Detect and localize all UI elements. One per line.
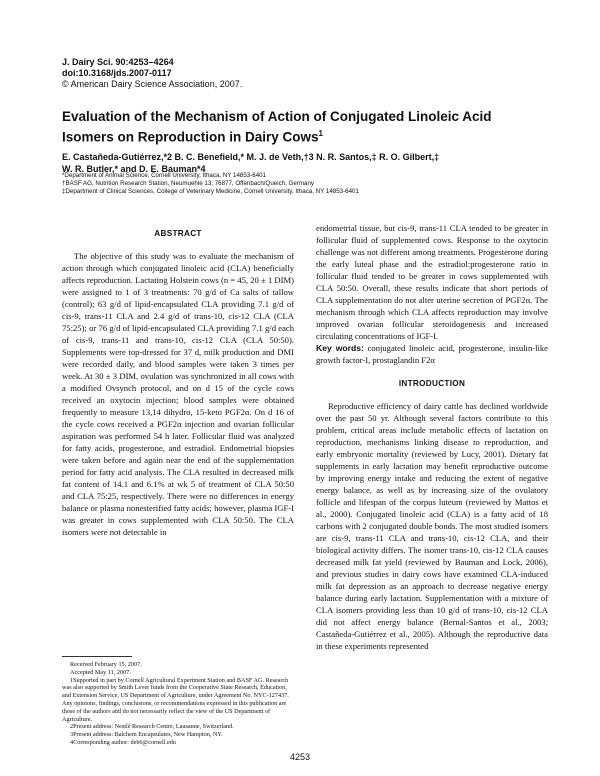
keywords (316, 342, 548, 366)
footnote-address-2: 2Present address: Nestlé Research Centre, Lausanne, Switzerland. (70, 723, 234, 731)
journal-citation: J. Dairy Sci. 90:4253–4264 (62, 57, 174, 67)
abstract-text-right: endometrial tissue, but cis-9, trans-11 CLA tended to be greater in follicular fluid of supplemented cows. Response to the oxytocin challenge was not different among treatments. Progesterone during the early luteal phase and the estradiol:progesterone ratio in follicular fluid tended to be greater in cows supplemented with CLA 50:50. Overall, these results indicate that short periods of CLA supplementation do not alter uterine secretion of PGF2α. The mechanism through which CLA affects reproduction may involve improved ovarian follicular steroidogenesis and increased circulating concentrations of IGF-I. (316, 223, 548, 341)
footnote-support: 1Supported in part by Cornell Agricultural Experiment Station and BASF AG. Research was also supported by Smith Lever funds from the Cooperative State Research, Education, and Extension Service, US Department of Agriculture, under Agreement No. NYC-127437. Any opinions, findings, conclusions, or recommendations expressed in this publication are those of the authors and do not necessarily reflect the view of the US Department of Agriculture. (62, 676, 289, 723)
journal-doi: doi:10.3168/jds.2007-0117 (62, 68, 172, 78)
page-number: 4253 (289, 752, 311, 762)
article-title (62, 108, 542, 146)
author-line-1: E. Castañeda-Gutiérrez,*2 B. C. Benefield,* M. J. de Veth,†3 N. R. Santos,‡ R. O. Gilbert,‡ (62, 152, 440, 162)
introduction-text: Reproductive efficiency of dairy cattle has declined worldwide over the past 50 yr. Although several factors contribute to this problem, critical areas include metabolic effects of lactation on reproduction, mechanisms linking disease to reproduction, and early embryonic mortality (reviewed by Lucy, 2001). Dietary fat supplements in early lactation may benefit reproductive outcome by improving energy intake and reducing the extent of negative energy balance, as well as by increasing size of the ovulatory follicle and lifespan of the corpus luteum (reviewed by Mattos et al., 2000). Conjugated linoleic acid (CLA) is a fatty acid of 18 carbons with 2 conjugated double bonds. The most studied isomers are cis-9, trans-11 CLA and trans-10, cis-12 CLA, and their biological activity differs. The isomer trans-10, cis-12 CLA causes decreased milk fat yield (reviewed by Bauman and Lock, 2006), and previous studies in dairy cows have examined CLA-induced milk fat depression as an approach to decrease negative energy balance during early lactation. Supplementation with a mixture of CLA isomers providing less than 10 g/d of trans-10, cis-12 CLA did not affect energy balance (Bernal-Santos et al., 2003; Castañeda-Gutiérrez et al., 2005). Although the reproductive data in these experiments represented (316, 401, 548, 651)
keywords-text: conjugated linoleic acid, progesterone, insulin-like growth factor-I, prostaglandin F2α (316, 343, 548, 365)
journal-copyright: © American Dairy Science Association, 2007. (62, 79, 243, 89)
footnote-rule (62, 656, 132, 657)
affiliations (62, 172, 542, 197)
footnote-accepted: Accepted May 11, 2007. (70, 668, 131, 676)
left-column (62, 222, 294, 538)
affiliation-3: ‡Department of Clinical Sciences, College of Veterinary Medicine, Cornell University, Ithaca, NY 14853-6401 (62, 188, 359, 196)
title-footnote-marker: 1 (318, 129, 323, 138)
abstract-heading: ABSTRACT (154, 229, 202, 238)
author-line-2: W. R. Butler,* and D. E. Bauman*4 (62, 164, 206, 174)
affiliation-1: *Department of Animal Science, Cornell University, Ithaca, NY 14853-6401 (62, 172, 267, 179)
right-column (316, 222, 548, 652)
affiliation-2: †BASF AG, Nutrition Research Station, Neumuehle 13, 76877, Offenbach/Queich, Germany (62, 180, 314, 188)
article-title-text: Evaluation of the Mechanism of Action of Conjugated Linoleic Acid Isomers on Reproduction in Dairy Cows (62, 109, 492, 145)
footnote-address-3: 3Present address: Balchem Encapsulates, New Hampton, NY. (70, 731, 223, 739)
keywords-label: Key words: (316, 343, 364, 353)
abstract-text-left: The objective of this study was to evaluate the mechanism of action through which conjugated linoleic acid (CLA) beneficially affects reproduction. Lactating Holstein cows (n = 45, 20 ± 1 DIM) were assigned to 1 of 3 treatments: 70 g/d of Ca salts of tallow (control); 63 g/d of lipid-encapsulated CLA providing 7.1 g/d of cis-9, trans-11 CLA and 2.4 g/d of trans-10, cis-12 CLA (CLA 75:25); or 76 g/d of lipid-encapsulated CLA providing 7.1 g/d each of cis-9, trans-11 and trans-10, cis-12 CLA (CLA 50:50). Supplements were top-dressed for 37 d, milk production and DMI were recorded daily, and blood samples were taken 3 times per week. At 30 ± 3 DIM, ovulation was synchronized in all cows with a modified Ovsynch protocol, and on d 15 of the cycle cows received an oxytocin injection; blood samples were obtained frequently to measure 13,14 dihydro, 15-keto PGF2α. On d 16 of the cycle cows received a PGF2α injection and ovarian follicular aspiration was performed 54 h later. Follicular fluid was analyzed for fatty acids, progesterone, and estradiol. Endometrial biopsies were taken before and again near the end of the supplementation period for fatty acid analysis. The CLA resulted in decreased milk fat content of 14.1 and 6.1% at wk 5 of treatment of CLA 50:50 and CLA 75:25, respectively. There were no differences in energy balance or plasma nonesterified fatty acids; however, plasma IGF-I was greater in cows supplemented with CLA 50:50. The CLA isomers were not detectable in (62, 251, 294, 537)
footnote-corresponding: 4Corresponding author: deb6@cornell.edu (70, 738, 176, 746)
footnotes (62, 656, 294, 747)
footnote-received: Received February 15, 2007. (70, 661, 142, 668)
introduction-heading: INTRODUCTION (398, 379, 466, 388)
journal-header (62, 57, 542, 90)
